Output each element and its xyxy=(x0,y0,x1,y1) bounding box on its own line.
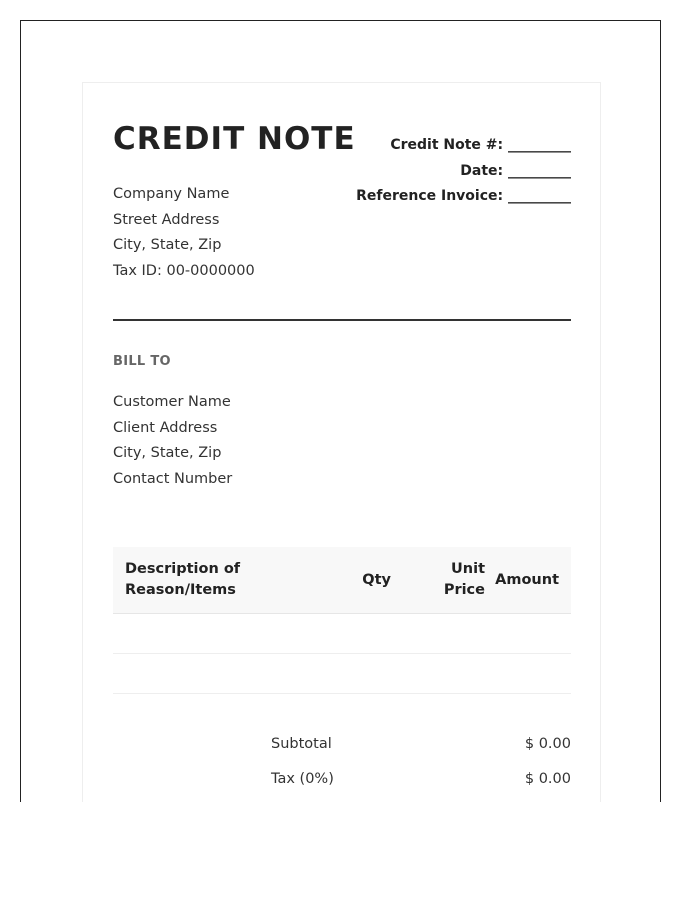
meta-value-field[interactable]: _________ xyxy=(508,188,571,204)
column-header-unit-price xyxy=(391,547,485,614)
column-header-amount: Amount xyxy=(485,547,571,614)
cell-qty[interactable] xyxy=(285,654,391,694)
company-city: City, State, Zip xyxy=(113,237,222,253)
tax-row xyxy=(271,768,571,802)
subtotal-label: Subtotal xyxy=(271,736,332,752)
subtotal-row xyxy=(271,733,571,768)
items-table-header xyxy=(113,547,571,614)
customer-name: Customer Name xyxy=(113,394,231,410)
bill-to-info xyxy=(113,390,232,492)
header-text: Description of xyxy=(125,561,241,577)
table-row xyxy=(113,654,571,694)
column-header-description xyxy=(113,547,285,614)
meta-value-field[interactable]: _________ xyxy=(508,162,571,179)
meta-label: Date: xyxy=(460,162,504,179)
contact-number: Contact Number xyxy=(113,470,233,487)
document-title: CREDIT NOTE xyxy=(113,121,356,157)
client-address: Client Address xyxy=(113,419,218,436)
company-tax-id: Tax ID: 00-0000000 xyxy=(113,262,255,279)
totals-section xyxy=(271,733,571,802)
bill-to-label: BILL TO xyxy=(113,354,171,369)
meta-reference-invoice xyxy=(356,184,571,210)
meta-date xyxy=(356,159,571,185)
tax-label: Tax (0%) xyxy=(271,771,334,787)
tax-value: $ 0.00 xyxy=(524,771,571,787)
company-street: Street Address xyxy=(113,211,220,228)
cell-unit-price[interactable] xyxy=(391,654,485,694)
header-text: Reason/Items xyxy=(125,582,236,598)
cell-description[interactable] xyxy=(113,614,285,654)
subtotal-value: $ 0.00 xyxy=(524,736,571,752)
cell-description[interactable] xyxy=(113,654,285,694)
header-divider xyxy=(113,319,571,321)
table-row xyxy=(113,614,571,654)
header-text: Unit xyxy=(451,561,485,577)
header-text: Price xyxy=(443,582,485,598)
client-city: City, State, Zip xyxy=(113,445,222,461)
company-name: Company Name xyxy=(113,186,230,202)
credit-note-meta xyxy=(356,133,571,210)
meta-label: Credit Note #: xyxy=(390,137,504,153)
cell-qty[interactable] xyxy=(285,614,391,654)
meta-value-field[interactable]: _________ xyxy=(508,137,571,153)
meta-credit-note-number xyxy=(356,133,571,159)
column-header-qty: Qty xyxy=(285,547,391,614)
credit-note-sheet xyxy=(82,82,601,802)
cell-amount[interactable] xyxy=(485,614,571,654)
company-info xyxy=(113,182,255,284)
cell-unit-price[interactable] xyxy=(391,614,485,654)
page-frame xyxy=(20,20,661,802)
cell-amount[interactable] xyxy=(485,654,571,694)
items-table xyxy=(113,547,571,694)
meta-label: Reference Invoice: xyxy=(356,188,504,204)
